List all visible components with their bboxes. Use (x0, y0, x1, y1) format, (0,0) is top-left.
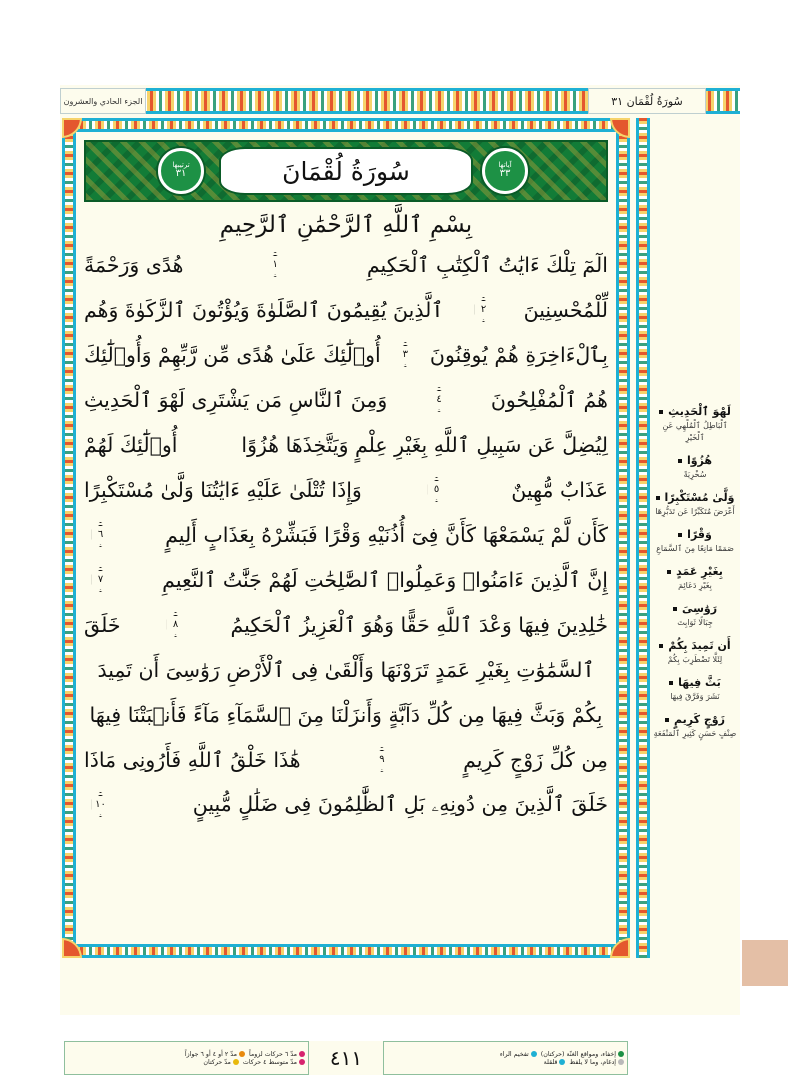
frame-border-top (62, 118, 630, 132)
glossary-definition: أَعْرَضَ مُتَكَبِّرًا عَن تَدَبُّرِهَا (655, 507, 735, 516)
verse-segment: ٱلَّذِينَ يُقِيمُونَ ٱلصَّلَوٰةَ وَيُؤْتُونَ ٱلزَّكَوٰةَ وَهُم (84, 297, 444, 322)
aya-number-marker: ٥ (424, 477, 449, 502)
juz-label: الجزء الحادي والعشرون (63, 96, 143, 106)
verse-lines (82, 242, 610, 827)
verse-segment: هُمُ ٱلْمُفْلِحُونَ (490, 387, 608, 412)
glossary-term: بَثَّ فِيهَا (669, 676, 721, 689)
glossary-term: بِغَيْرِ عَمَدٍ (667, 565, 723, 578)
verse-line (82, 422, 610, 467)
margin-glossary (652, 400, 738, 745)
legend-color-dot (299, 1051, 305, 1057)
verse-line (82, 602, 610, 647)
legend-row (68, 1051, 305, 1058)
verse-line (82, 242, 610, 287)
legend-item (569, 1059, 624, 1066)
glossary-term: هُزُوًا (678, 454, 712, 467)
verse-line (82, 377, 610, 422)
ayat-count-medal (482, 148, 528, 194)
aya-number-marker: ٤ (427, 387, 452, 412)
legend-color-dot (559, 1059, 565, 1065)
verse-segment: كَأَن لَّمْ يَسْمَعْهَا كَأَنَّ فِىٓ أُذُنَيْهِ وَقْرًا فَبَشِّرْهُ بِعَذَابٍ أَلِيمٍ (165, 522, 608, 547)
glossary-item (652, 486, 738, 518)
basmala-line: بِسْمِ ٱللَّهِ ٱلرَّحْمَٰنِ ٱلرَّحِيمِ (219, 212, 473, 238)
legend-label: قلقلة (543, 1058, 558, 1066)
verse-line (82, 287, 610, 332)
verse-segment: وَإِذَا تُتْلَىٰ عَلَيْهِ ءَايَٰتُنَا وَلَّىٰ مُسْتَكْبِرًا (84, 477, 362, 502)
page-number: ٤١١ (309, 1041, 383, 1075)
legend-item (544, 1059, 566, 1066)
verse-segment: وَمِنَ ٱلنَّاسِ مَن يَشْتَرِى لَهْوَ ٱلْحَدِيثِ (84, 387, 388, 412)
aya-number-marker: ٧ (88, 567, 113, 592)
legend-label: مدّ متوسط ٤ حركات (242, 1058, 297, 1066)
verse-segment: خَٰلِدِينَ فِيهَا وَعْدَ ٱللَّهِ حَقًّا وَهُوَ ٱلْعَزِيزُ ٱلْحَكِيمُ (230, 612, 608, 637)
sura-order-medal (158, 148, 204, 194)
verse-segment: ٱلسَّمَٰوَٰتِ بِغَيْرِ عَمَدٍ تَرَوْنَهَا وَأَلْقَىٰ فِى ٱلْأَرْضِ رَوَٰسِىَ أَن تَمِيدَ (97, 657, 595, 682)
verse-line (82, 467, 610, 512)
glossary-item (652, 671, 738, 703)
aya-number-marker: ٩ (369, 747, 394, 772)
ayat-medal-value: ٣٣ (499, 168, 511, 180)
glossary-item (652, 400, 738, 444)
sura-name-label: سُورَةُ لُقْمَان ٣١ (611, 94, 683, 108)
glossary-item (652, 597, 738, 629)
legend-label: مدّ حركتان (203, 1058, 231, 1066)
verse-line (82, 557, 610, 602)
verse-line (82, 737, 610, 782)
glossary-item (652, 708, 738, 740)
verse-segment: هُدًى وَرَحْمَةً (84, 252, 184, 277)
order-medal-value: ٣١ (175, 168, 187, 180)
frame-border-left (62, 118, 76, 958)
legend-row (68, 1059, 305, 1066)
quran-text-area (76, 132, 616, 944)
tajweed-legend-right (64, 1041, 309, 1075)
legend-label: تفخيم الراء (499, 1050, 529, 1058)
legend-color-dot (239, 1051, 245, 1057)
frame-border-bottom (62, 944, 630, 958)
glossary-definition: صَمَمًا مَانِعًا مِنَ ٱلسَّمَاعِ (656, 544, 734, 553)
verse-segment: عَذَابٌ مُّهِينٌ (511, 477, 608, 502)
glossary-item (652, 449, 738, 481)
glossary-definition: بِغَيْرِ دَعَائِمَ (678, 581, 712, 590)
glossary-item (652, 523, 738, 555)
verse-segment: بِٱلْءَاخِرَةِ هُمْ يُوقِنُونَ (429, 342, 608, 367)
margin-divider-border (636, 118, 650, 958)
aya-number-marker: ١ (263, 252, 288, 277)
legend-row (387, 1059, 624, 1066)
glossary-term: وَلَّىٰ مُسْتَكْبِرًا (656, 491, 735, 504)
legend-color-dot (233, 1059, 239, 1065)
verse-line (82, 332, 610, 377)
glossary-definition: لِئَلَّا تَضْطَرِبَ بِكُمْ (667, 655, 723, 664)
verse-segment: بِكُمْ وَبَثَّ فِيهَا مِن كُلِّ دَآبَّةٍ وَأَنزَلْنَا مِنَ ٱلسَّمَآءِ مَآءً فَأَنۢبَتْنَا فِيهَا (89, 702, 603, 727)
legend-row (387, 1051, 624, 1058)
juz-label-box (60, 88, 146, 114)
page-footer (62, 1041, 630, 1075)
verse-segment: خَلَقَ (84, 612, 121, 637)
legend-color-dot (618, 1059, 624, 1065)
verse-segment: لِّلْمُحْسِنِينَ (523, 297, 608, 322)
glossary-definition: ٱلْبَاطِلُ ٱلْمُلْهِي عَنِ ٱلْخَيْرِ (662, 421, 728, 442)
color-swatch (742, 940, 788, 986)
frame-border-right (616, 118, 630, 958)
sura-title-cartouche (219, 147, 473, 195)
verse-segment: خَلَقَ ٱلَّذِينَ مِن دُونِهِۦ بَلِ ٱلظَّٰلِمُونَ فِى ضَلَٰلٍ مُّبِينٍ (192, 792, 608, 816)
verse-line (82, 692, 610, 737)
glossary-term: رَوَٰسِىَ (673, 602, 717, 615)
verse-line (82, 512, 610, 557)
text-frame (62, 118, 630, 958)
order-medal-caption: ترتيبها (172, 161, 190, 170)
aya-number-marker: ١٠ (88, 792, 113, 817)
legend-item (500, 1051, 537, 1058)
verse-segment: هَٰذَا خَلْقُ ٱللَّهِ فَأَرُونِى مَاذَا (84, 747, 301, 772)
legend-color-dot (531, 1051, 537, 1057)
sura-title-banner (84, 140, 608, 202)
verse-segment: أُو۟لَٰٓئِكَ عَلَىٰ هُدًى مِّن رَّبِّهِمْ وَأُو۟لَٰٓئِكَ (84, 342, 381, 367)
legend-label: إدغام، وما لا يلفظ (569, 1058, 616, 1066)
legend-color-dot (618, 1051, 624, 1057)
glossary-definition: صِنْفٍ حَسَنٍ كَثِيرِ ٱلْمَنْفَعَةِ (653, 729, 737, 738)
legend-label: إخفاء، ومواقع الغنّة (حركتان) (540, 1050, 616, 1058)
ayat-medal-caption: آياتها (498, 161, 512, 170)
legend-color-dot (299, 1059, 305, 1065)
glossary-definition: جِبَالًا ثَوَابِتَ (677, 618, 713, 627)
tajweed-legend-left (383, 1041, 628, 1075)
legend-item (541, 1051, 624, 1058)
sura-name-label-box (588, 88, 706, 114)
glossary-item (652, 560, 738, 592)
glossary-term: لَهْوَ ٱلْحَدِيثِ (659, 405, 731, 418)
glossary-term: وَقْرًا (678, 528, 712, 541)
aya-number-marker: ٣ (393, 342, 418, 367)
verse-line (82, 647, 610, 692)
verse-segment: مِن كُلِّ زَوْجٍ كَرِيمٍ (463, 747, 608, 772)
verse-segment: إِنَّ ٱلَّذِينَ ءَامَنُوا۟ وَعَمِلُوا۟ ٱلصَّٰلِحَٰتِ لَهُمْ جَنَّٰتُ ٱلنَّعِيمِ (162, 567, 608, 592)
glossary-term: أَن تَمِيدَ بِكُمْ (659, 639, 730, 652)
glossary-term: زَوْجٍ كَرِيمٍ (665, 713, 725, 726)
glossary-definition: نَشَرَ وَفَرَّقَ فِيهَا (670, 692, 720, 701)
verse-segment: الٓمٓ تِلْكَ ءَايَٰتُ ٱلْكِتَٰبِ ٱلْحَكِيمِ (366, 252, 608, 277)
legend-item (249, 1051, 305, 1058)
aya-number-marker: ٦ (88, 522, 113, 547)
legend-label: مدّ ٦ حركات لزوماً (248, 1050, 297, 1058)
page-top-strip (60, 88, 740, 114)
verse-line (82, 782, 610, 827)
legend-item (243, 1059, 305, 1066)
legend-item (203, 1059, 239, 1066)
verse-segment: أُو۟لَٰٓئِكَ لَهُمْ (84, 432, 178, 457)
sura-title: سُورَةُ لُقْمَانَ (282, 156, 410, 186)
glossary-definition: سُخْرِيَةً (683, 470, 707, 479)
legend-item (185, 1051, 245, 1058)
aya-number-marker: ٨ (163, 612, 188, 637)
legend-label: مدّ ٢ أو ٤ أو ٦ جوازاً (184, 1050, 237, 1058)
verse-segment: لِيُضِلَّ عَن سَبِيلِ ٱللَّهِ بِغَيْرِ عِلْمٍ وَيَتَّخِذَهَا هُزُوًا (241, 432, 608, 457)
glossary-item (652, 634, 738, 666)
aya-number-marker: ٢ (471, 297, 496, 322)
